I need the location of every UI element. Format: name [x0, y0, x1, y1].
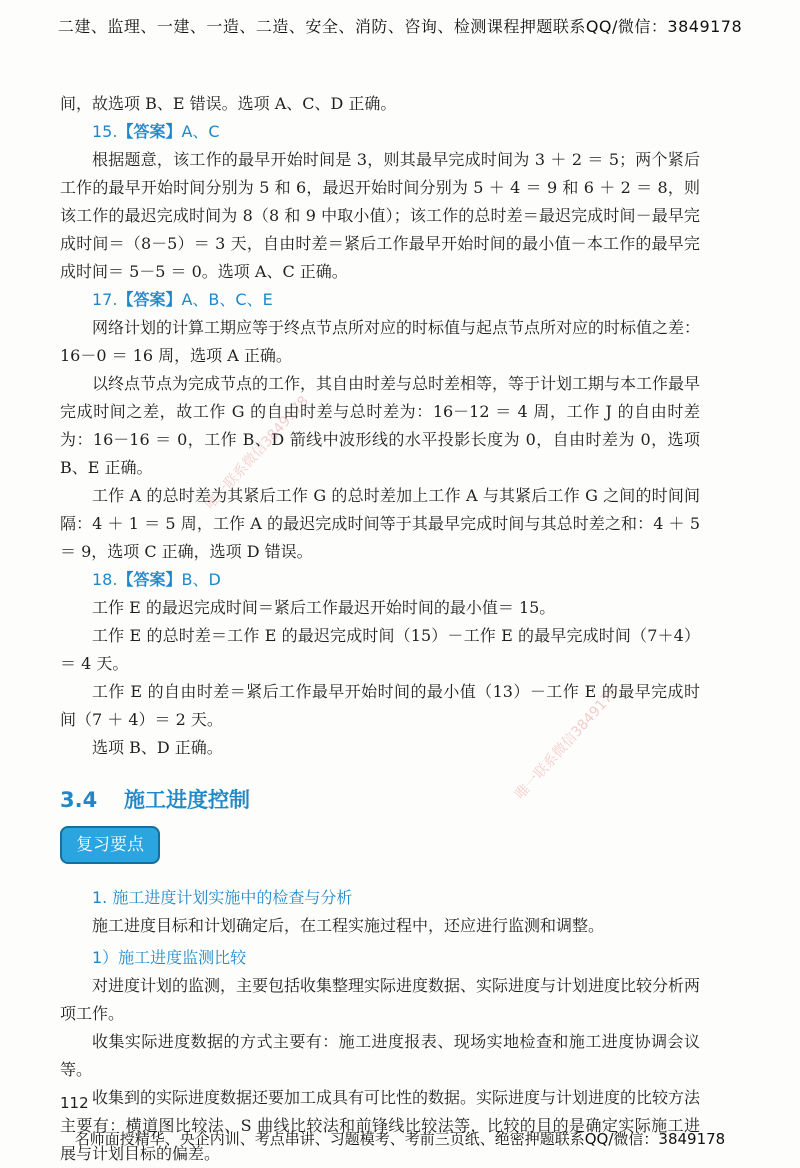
paragraph: 施工进度目标和计划确定后，在工程实施过程中，还应进行监测和调整。	[92, 916, 605, 935]
paragraph: 对进度计划的监测，主要包括收集整理实际进度数据、实际进度与计划进度比较分析两项工作。	[60, 976, 701, 1023]
paragraph: 收集到的实际进度数据还要加工成具有可比性的数据。实际进度与计划进度的比较方法主要有：横道图比较法、S 曲线比较法和前锋线比较法等，比较的目的是确定实际施工进展与计划目标的偏差。	[60, 1088, 701, 1163]
page-header: 二建、监理、一建、一造、二造、安全、消防、咨询、检测课程押题联系QQ/微信：3849178	[57, 17, 743, 36]
subsection-heading: 1）施工进度监测比较	[92, 948, 247, 967]
paragraph: 工作 E 的总时差＝工作 E 的最迟完成时间（15）－工作 E 的最早完成时间（7＋4）＝ 4 天。	[60, 626, 700, 673]
answer-heading-15	[92, 118, 700, 146]
page-footer: 名师面授精华、央企内训、考点串讲、习题模考、考前三页纸、绝密押题联系QQ/微信：3849178	[74, 1130, 726, 1148]
question-number: 18.	[92, 570, 118, 589]
paragraph: 间，故选项 B、E 错误。选项 A、C、D 正确。	[60, 94, 397, 113]
answer-mark: 【答案】	[117, 122, 182, 141]
review-points-tag: 复习要点	[60, 826, 160, 864]
answer-mark: 【答案】	[117, 570, 182, 589]
paragraph: 工作 E 的最迟完成时间＝紧后工作最迟开始时间的最小值＝ 15。	[92, 598, 556, 617]
page-number: 112	[60, 1094, 89, 1112]
watermark: 唯一联系微信3849178	[202, 393, 313, 513]
main-content	[60, 90, 700, 1168]
section-heading	[60, 780, 700, 820]
question-number: 17.	[92, 290, 118, 309]
paragraph: 收集实际进度数据的方式主要有：施工进度报表、现场实地检查和施工进度协调会议等。	[60, 1032, 700, 1079]
question-number: 15.	[92, 122, 118, 141]
answer-value: A、C	[181, 122, 220, 141]
answer-heading-18	[92, 566, 700, 594]
answer-value: B、D	[181, 570, 221, 589]
answer-heading-17	[92, 286, 700, 314]
answer-value: A、B、C、E	[181, 290, 273, 309]
paragraph: 根据题意，该工作的最早开始时间是 3，则其最早完成时间为 3 ＋ 2 ＝ 5；两个紧后工作的最早开始时间分别为 5 和 6，最迟开始时间分别为 5 ＋ 4 ＝ 9 和 6 ＋ 2 ＝ 8，则该工作的最迟完成时间为 8（8 和 9 中取小值）；该工作的总时差＝最迟完成时间－最早完成时间＝（8－5）＝ 3 天，自由时差＝紧后工作最早开始时间的最小值－本工作的最早完成时间＝ 5－5 ＝ 0。选项 A、C 正确。	[60, 150, 700, 281]
paragraph: 选项 B、D 正确。	[92, 738, 223, 757]
answer-mark: 【答案】	[117, 290, 182, 309]
section-number: 3.4	[60, 788, 98, 812]
paragraph: 工作 A 的总时差为其紧后工作 G 的总时差加上工作 A 与其紧后工作 G 之间的时间间隔：4 ＋ 1 ＝ 5 周，工作 A 的最迟完成时间等于其最早完成时间与其总时差之和：4 ＋ 5 ＝ 9，选项 C 正确，选项 D 错误。	[60, 486, 700, 561]
section-title: 施工进度控制	[124, 788, 250, 812]
subsection-heading: 1. 施工进度计划实施中的检查与分析	[92, 888, 353, 907]
watermark: 唯一联系微信3849178	[512, 683, 623, 803]
paragraph: 网络计划的计算工期应等于终点节点所对应的时标值与起点节点所对应的时标值之差：16－0 ＝ 16 周，选项 A 正确。	[60, 318, 701, 365]
paragraph: 以终点节点为完成节点的工作，其自由时差与总时差相等，等于计划工期与本工作最早完成时间之差，故工作 G 的自由时差与总时差为：16－12 ＝ 4 周，工作 J 的自由时差为：16－16 ＝ 0，工作 B、D 箭线中波形线的水平投影长度为 0，自由时差为 0，选项 B、E 正确。	[60, 374, 701, 477]
paragraph: 工作 E 的自由时差＝紧后工作最早开始时间的最小值（13）－工作 E 的最早完成时间（7 ＋ 4）＝ 2 天。	[60, 682, 700, 729]
